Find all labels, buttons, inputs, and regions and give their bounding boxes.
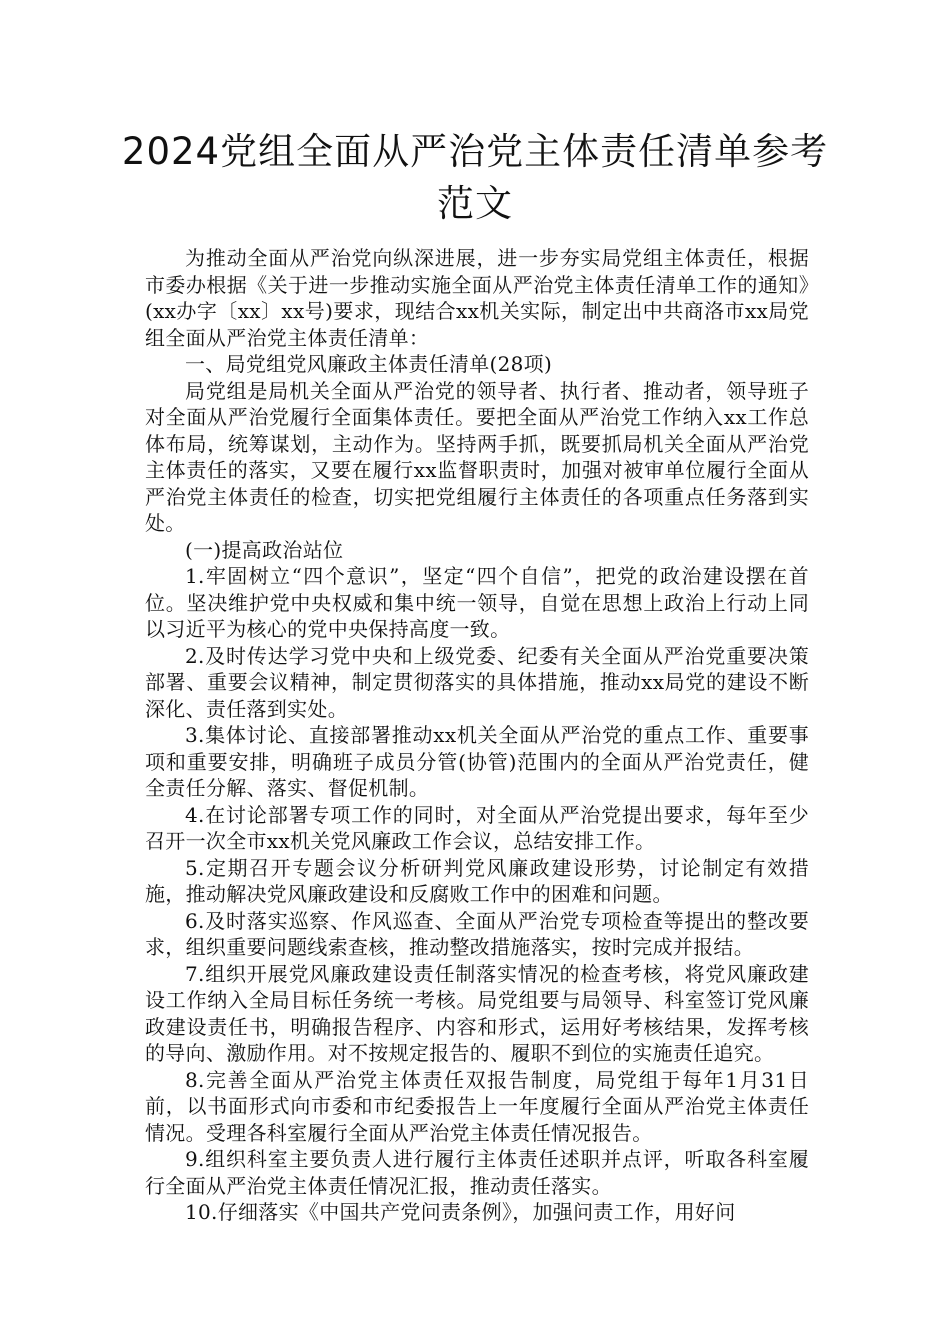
paragraph: 为推动全面从严治党向纵深进展，进一步夯实局党组主体责任，根据市委办根据《关于进一步推动实施全面从严治党主体责任清单工作的通知》(xx办字〔xx〕xx号)要求，现结合xx机关实际，制定出中共商洛市xx局党组全面从严治党主体责任清单： — [145, 246, 809, 350]
subsection-heading: (一)提高政治站位 — [185, 537, 344, 562]
list-item: 6.及时落实巡察、作风巡查、全面从严治党专项检查等提出的整改要求，组织重要问题线索查核，推动整改措施落实，按时完成并报结。 — [145, 908, 809, 959]
list-item: 9.组织科室主要负责人进行履行主体责任述职并点评，听取各科室履行全面从严治党主体责任情况汇报，推动责任落实。 — [145, 1147, 809, 1198]
list-item: 4.在讨论部署专项工作的同时，对全面从严治党提出要求，每年至少召开一次全市xx机关党风廉政工作会议，总结安排工作。 — [145, 802, 809, 853]
paragraph: 局党组是局机关全面从严治党的领导者、执行者、推动者，领导班子对全面从严治党履行全面集体责任。要把全面从严治党工作纳入xx工作总体布局，统筹谋划，主动作为。坚持两手抓，既要抓局机关全面从严治党主体责任的落实，又要在履行xx监督职责时，加强对被审单位履行全面从严治党主体责任的检查，切实把党组履行主体责任的各项重点任务落到实处。 — [145, 378, 809, 535]
list-item: 3.集体讨论、直接部署推动xx机关全面从严治党的重点工作、重要事项和重要安排，明确班子成员分管(协管)范围内的全面从严治党责任，健全责任分解、落实、督促机制。 — [145, 723, 809, 800]
document-body — [145, 245, 809, 1226]
document-title: 2024党组全面从严治党主体责任清单参考范文 — [121, 130, 829, 225]
list-item: 2.及时传达学习党中央和上级党委、纪委有关全面从严治党重要决策部署、重要会议精神，制定贯彻落实的具体措施，推动xx局党的建设不断深化、责任落到实处。 — [145, 643, 809, 721]
list-item: 10.仔细落实《中国共产党问责条例》，加强问责工作，用好问 — [185, 1200, 736, 1224]
list-item: 1.牢固树立“四个意识”，坚定“四个自信”，把党的政治建设摆在首位。坚决维护党中央权威和集中统一领导，自觉在思想上政治上行动上同以习近平为核心的党中央保持高度一致。 — [145, 564, 809, 641]
list-item: 7.组织开展党风廉政建设责任制落实情况的检查考核，将党风廉政建设工作纳入全局目标任务统一考核。局党组要与局领导、科室签订党风廉政建设责任书，明确报告程序、内容和形式，运用好考核结果，发挥考核的导向、激励作用。对不按规定报告的、履职不到位的实施责任追究。 — [145, 961, 809, 1065]
list-item: 8.完善全面从严治党主体责任双报告制度，局党组于每年1月31日前，以书面形式向市委和市纪委报告上一年度履行全面从严治党主体责任情况。受理各科室履行全面从严治党主体责任情况报告。 — [145, 1067, 809, 1145]
list-item: 5.定期召开专题会议分析研判党风廉政建设形势，讨论制定有效措施，推动解决党风廉政建设和反腐败工作中的困难和问题。 — [145, 855, 809, 906]
section-heading: 一、局党组党风廉政主体责任清单(28项) — [185, 352, 553, 376]
